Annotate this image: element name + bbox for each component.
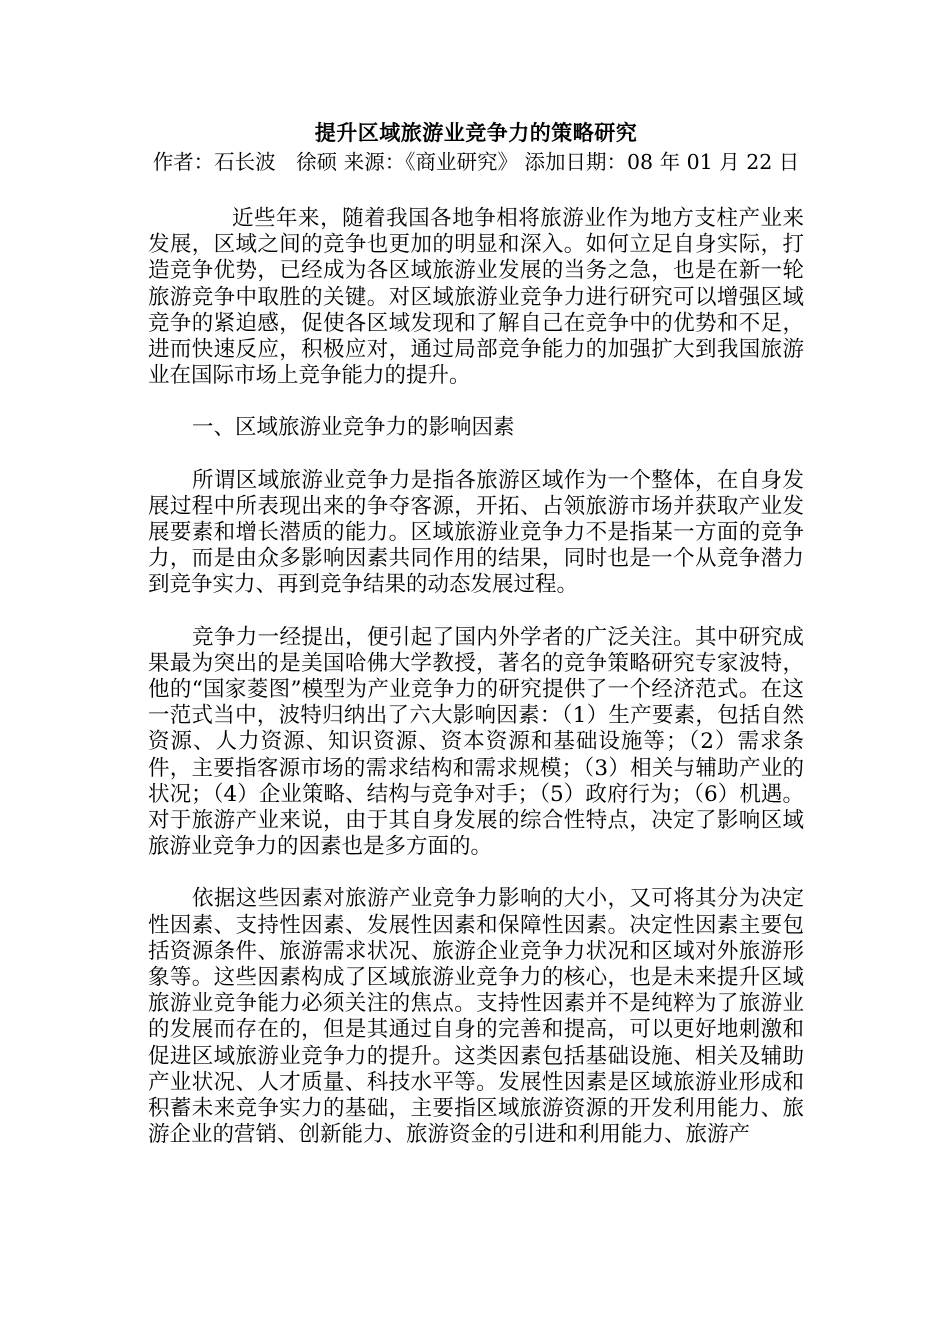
spacer bbox=[148, 389, 804, 415]
spacer bbox=[148, 442, 804, 468]
document-byline: 作者：石长波 徐硕 来源：《商业研究》 添加日期：08 年 01 月 22 日 bbox=[152, 150, 800, 174]
paragraph-factor-types: 依据这些因素对旅游产业竞争力影响的大小，又可将其分为决定性因素、支持性因素、发展性因素和保障性因素。决定性因素主要包括资源条件、旅游需求状况、旅游企业竞争力状况和区域对外旅游形象等。这些因素构成了区域旅游业竞争力的核心，也是未来提升区域旅游业竞争能力必须关注的焦点。支持性因素并不是纯粹为了旅游业的发展而存在的，但是其通过自身的完善和提高，可以更好地刺激和促进区域旅游业竞争力的提升。这类因素包括基础设施、相关及辅助产业状况、人才质量、科技水平等。发展性因素是区域旅游业形成和积蓄未来竞争实力的基础，主要指区域旅游资源的开发利用能力、旅游企业的营销、创新能力、旅游资金的引进和利用能力、旅游产 bbox=[148, 886, 804, 1148]
spacer bbox=[148, 177, 804, 206]
paragraph-porter-model: 竞争力一经提出，便引起了国内外学者的广泛关注。其中研究成果最为突出的是美国哈佛大学教授，著名的竞争策略研究专家波特，他的“国家菱图”模型为产业竞争力的研究提供了一个经济范式。在这一范式当中，波特归纳出了六大影响因素：（1）生产要素，包括自然资源、人力资源、知识资源、资本资源和基础设施等；（2）需求条件，主要指客源市场的需求结构和需求规模；（3）相关与辅助产业的状况；（4）企业策略、结构与竞争对手；（5）政府行为；（6）机遇。对于旅游产业来说，由于其自身发展的综合性特点，决定了影响区域旅游业竞争力的因素也是多方面的。 bbox=[148, 624, 804, 860]
section-heading: 一、区域旅游业竞争力的影响因素 bbox=[192, 415, 515, 441]
paragraph-intro: 近些年来，随着我国各地争相将旅游业作为地方支柱产业来发展，区域之间的竞争也更加的明显和深入。如何立足自身实际，打造竞争优势，已经成为各区域旅游业发展的当务之急，也是在新一轮旅游竞争中取胜的关键。对区域旅游业竞争力进行研究可以增强区域竞争的紧迫感，促使各区域发现和了解自己在竞争中的优势和不足，进而快速反应，积极应对，通过局部竞争能力的加强扩大到我国旅游业在国际市场上竞争能力的提升。 bbox=[148, 206, 804, 389]
paragraph-definition: 所谓区域旅游业竞争力是指各旅游区域作为一个整体，在自身发展过程中所表现出来的争夺客源，开拓、占领旅游市场并获取产业发展要素和增长潜质的能力。区域旅游业竞争力不是指某一方面的竞争力，而是由众多影响因素共同作用的结果，同时也是一个从竞争潜力到竞争实力、再到竞争结果的动态发展过程。 bbox=[148, 467, 804, 598]
document-title: 提升区域旅游业竞争力的策略研究 bbox=[314, 121, 638, 145]
spacer bbox=[148, 860, 804, 886]
document-page bbox=[148, 118, 804, 1149]
spacer bbox=[148, 599, 804, 625]
